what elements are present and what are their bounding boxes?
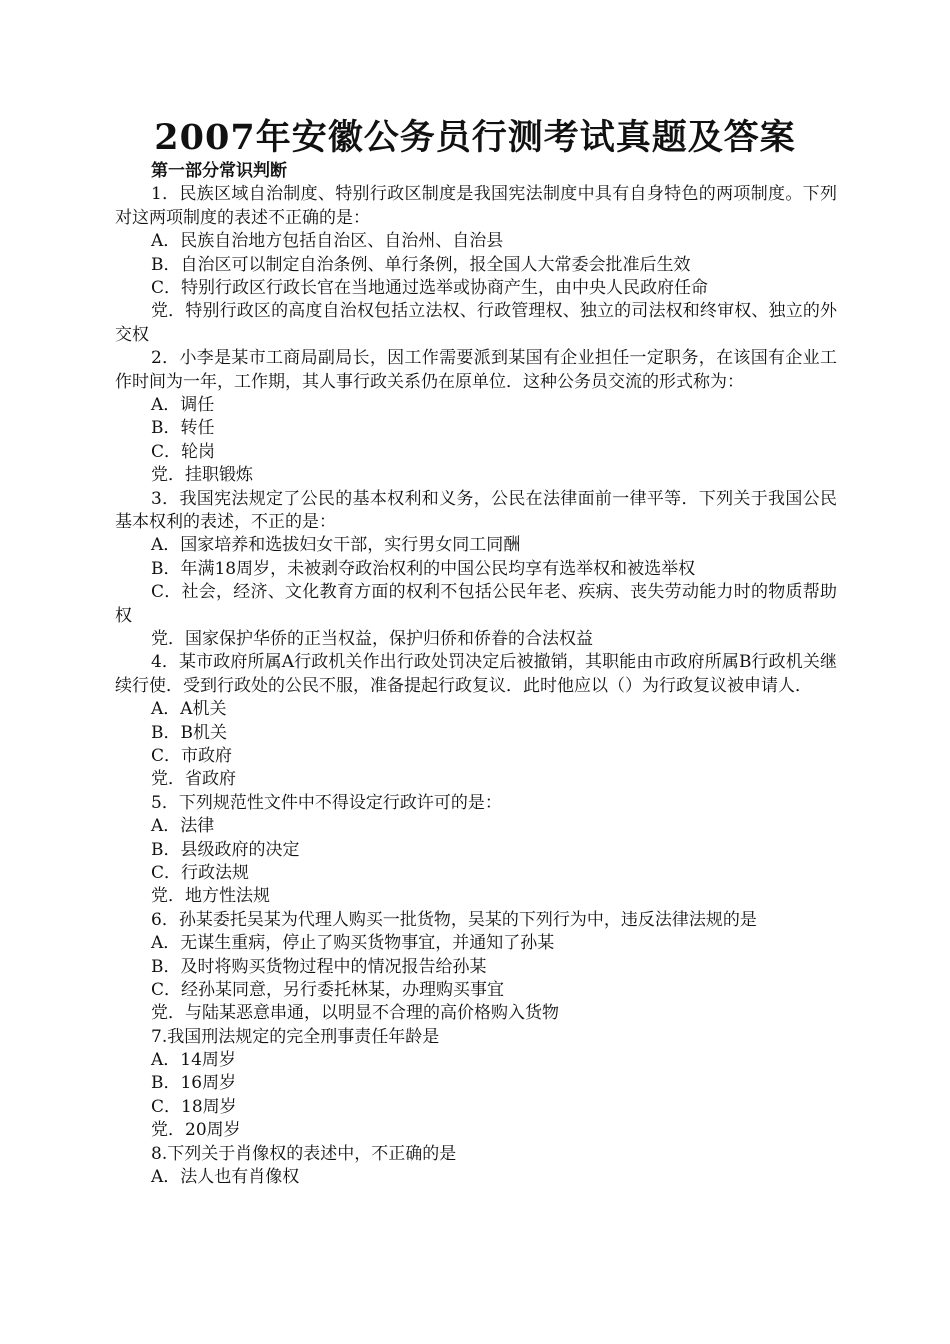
question-stem: 3．我国宪法规定了公民的基本权利和义务，公民在法律面前一律平等．下列关于我国公民基本权利的表述，不正的是： — [115, 488, 837, 532]
question-stem: 8.下列关于肖像权的表述中，不正确的是 — [151, 1143, 457, 1164]
option-b: B．转任 — [151, 418, 215, 439]
document-body — [115, 160, 837, 1189]
question-7 — [115, 1026, 837, 1143]
option-b: B．16周岁 — [151, 1073, 237, 1094]
option-a: A．法律 — [151, 816, 215, 837]
question-5 — [115, 792, 837, 909]
option-b: B．及时将购买货物过程中的情况报告给孙某 — [151, 956, 487, 977]
option-d: 党．20周岁 — [151, 1120, 241, 1141]
question-2 — [115, 347, 837, 487]
option-c: C．18周岁 — [151, 1096, 237, 1117]
option-d: 党．省政府 — [151, 769, 236, 790]
question-stem: 5．下列规范性文件中不得设定行政许可的是： — [151, 792, 502, 813]
question-stem: 6．孙某委托吴某为代理人购买一批货物，吴某的下列行为中，违反法律法规的是 — [151, 909, 757, 930]
option-b: B．B机关 — [151, 722, 227, 743]
option-c: C．特别行政区行政长官在当地通过选举或协商产生，由中央人民政府任命 — [151, 277, 709, 298]
option-d: 党．国家保护华侨的正当权益，保护归侨和侨眷的合法权益 — [151, 628, 593, 649]
option-d: 党．挂职锻炼 — [151, 465, 253, 486]
option-d: 党．特别行政区的高度自治权包括立法权、行政管理权、独立的司法权和终审权、独立的外交权 — [115, 301, 837, 345]
option-a: A．无谋生重病，停止了购买货物事宜，并通知了孙某 — [151, 933, 555, 954]
option-c: C．市政府 — [151, 745, 233, 766]
option-a: A．民族自治地方包括自治区、自治州、自治县 — [151, 231, 504, 252]
section-heading: 第一部分常识判断 — [151, 161, 287, 181]
question-stem: 1．民族区域自治制度、特别行政区制度是我国宪法制度中具有自身特色的两项制度。下列对这两项制度的表述不正确的是： — [115, 184, 837, 228]
question-4 — [115, 651, 837, 791]
option-a: A．国家培养和选拔妇女干部，实行男女同工同酬 — [151, 535, 521, 556]
option-a: A．法人也有肖像权 — [151, 1167, 300, 1188]
option-b: B．年满18周岁，未被剥夺政治权利的中国公民均享有选举权和被选举权 — [151, 558, 696, 579]
question-8 — [115, 1143, 837, 1190]
question-3 — [115, 488, 837, 652]
option-a: A．A机关 — [151, 699, 227, 720]
option-b: B．县级政府的决定 — [151, 839, 300, 860]
question-stem: 2．小李是某市工商局副局长，因工作需要派到某国有企业担任一定职务，在该国有企业工作时间为一年，工作期，其人事行政关系仍在原单位．这种公务员交流的形式称为： — [115, 348, 837, 392]
question-stem: 7.我国刑法规定的完全刑事责任年龄是 — [151, 1026, 440, 1047]
option-a: A．14周岁 — [151, 1050, 236, 1071]
question-6 — [115, 909, 837, 1026]
question-1 — [115, 183, 837, 347]
question-stem: 4．某市政府所属A行政机关作出行政处罚决定后被撤销，其职能由市政府所属B行政机关继续行使．受到行政处的公民不服，准备提起行政复议．此时他应以（）为行政复议被申请人． — [115, 652, 837, 696]
option-c: C．行政法规 — [151, 862, 250, 883]
option-c: C．轮岗 — [151, 441, 216, 462]
option-d: 党．地方性法规 — [151, 886, 270, 907]
document-title: 2007年安徽公务员行测考试真题及答案 — [154, 117, 796, 158]
option-a: A．调任 — [151, 395, 215, 415]
option-c: C．经孙某同意，另行委托林某，办理购买事宜 — [151, 979, 505, 1000]
option-d: 党．与陆某恶意串通，以明显不合理的高价格购入货物 — [151, 1003, 559, 1024]
option-c: C．社会，经济、文化教育方面的权利不包括公民年老、疾病、丧失劳动能力时的物质帮助权 — [115, 582, 837, 626]
option-b: B．自治区可以制定自治条例、单行条例，报全国人大常委会批准后生效 — [151, 254, 691, 275]
